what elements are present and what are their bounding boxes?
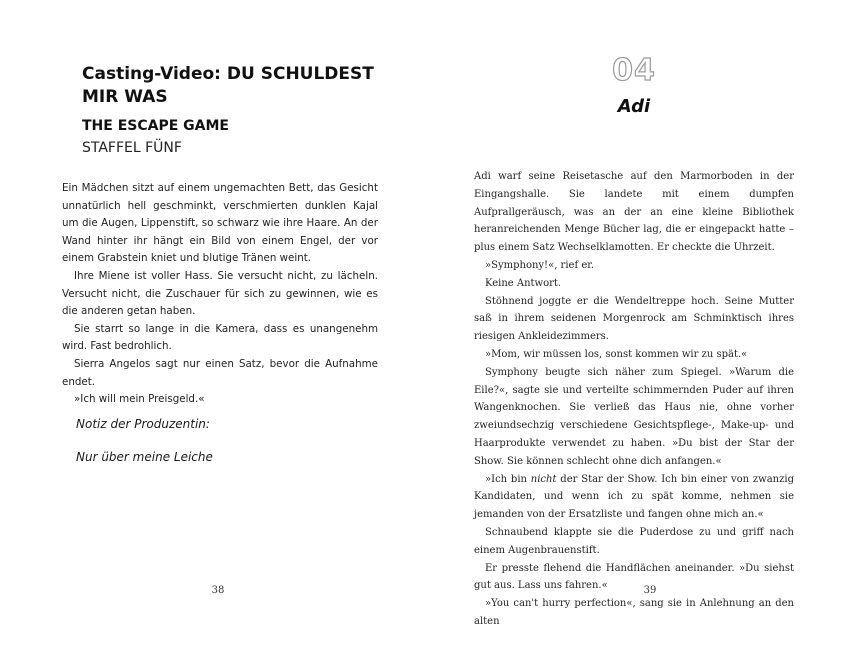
chapter-number: 04 [612,53,656,88]
paragraph: Schnaubend klappte sie die Puderdose zu und griff nach einem Augenbrauenstift. [474,526,794,556]
chapter-text [474,168,794,631]
paragraph: Stöhnend joggte er die Wendeltreppe hoch. Seine Mutter saß in ihrem seidenen Morgenrock am Schminktisch ihres riesigen Ankleidezimmers. [474,295,794,343]
right-page [424,0,849,648]
paragraph-text: »Ich bin [485,473,531,485]
page-number: 39 [643,585,657,596]
season-label: STAFFEL FÜNF [82,140,182,156]
paragraph: Sierra Angelos sagt nur einen Satz, bevor die Aufnahme endet. [62,357,378,388]
paragraph-text: der Star der Show. Ich bin einer von zwanzig Kandidaten, und wenn ich zu spät komme, nehmen sie jemanden von der Ersatzliste und fangen ohne mich an.« [474,473,794,521]
chapter-title: Adi [617,96,651,117]
show-title: THE ESCAPE GAME [82,118,229,134]
producer-note-label: Notiz der Produzentin: [76,417,210,431]
paragraph: »You can't hurry perfection«, sang sie in Anlehnung an den alten [474,598,794,627]
casting-description [62,180,378,409]
section-title: Casting-Video: DU SCHULDEST MIR WAS [82,64,374,107]
paragraph [474,471,794,524]
paragraph: Ihre Miene ist voller Hass. Sie versucht nicht, zu lächeln. Versucht nicht, die Zuschauer für sich zu gewinnen, wie es die anderen getan haben. [62,269,378,318]
paragraph: »Symphony!«, rief er. [485,259,595,271]
paragraph: »Ich will mein Preisgeld.« [74,393,205,406]
paragraph: Symphony beugte sich näher zum Spiegel. »Warum die Eile?«, sagte sie und verteilte schimmernden Puder auf ihren Wangenknochen. Sie verließ das Haus nie, ohne vorher zweiundsechzig verschiedene Gesichtspflege-, Make-up- und Haarprodukte verwendet zu haben. »Du bist der Star der Show. Sie können schlecht ohne dich anfangen.« [474,366,794,467]
emphasis: nicht [530,473,557,485]
paragraph: Er presste flehend die Handflächen aneinander. »Du siehst gut aus. Lass uns fahren.« [474,562,794,592]
paragraph: »Mom, wir müssen los, sonst kommen wir zu spät.« [485,348,748,360]
page-number: 38 [211,585,225,596]
paragraph: Keine Antwort. [485,277,562,289]
producer-note-text: Nur über meine Leiche [76,450,213,464]
paragraph: Ein Mädchen sitzt auf einem ungemachten Bett, das Gesicht unnatürlich hell geschminkt, verschmierten dunklen Kajal um die Augen, Lippenstift, so schwarz wie ihre Haare. An der Wand hinter ihr hängt ein Bild von einem Engel, der vor einem Grabstein kniet und blutige Tränen weint. [62,182,378,265]
paragraph: Sie starrt so lange in die Kamera, dass es unangenehm wird. Fast bedrohlich. [62,322,378,353]
paragraph: Adi warf seine Reisetasche auf den Marmorboden in der Eingangshalle. Sie landete mit einem dumpfen Aufprallgeräusch, was an der an eine kleine Bibliothek heranreichenden Menge Bücher lag, die er eingepackt hatte – plus einem Satz Wechselklamotten. Er checkte die Uhrzeit. [474,171,794,254]
left-page [0,0,424,648]
